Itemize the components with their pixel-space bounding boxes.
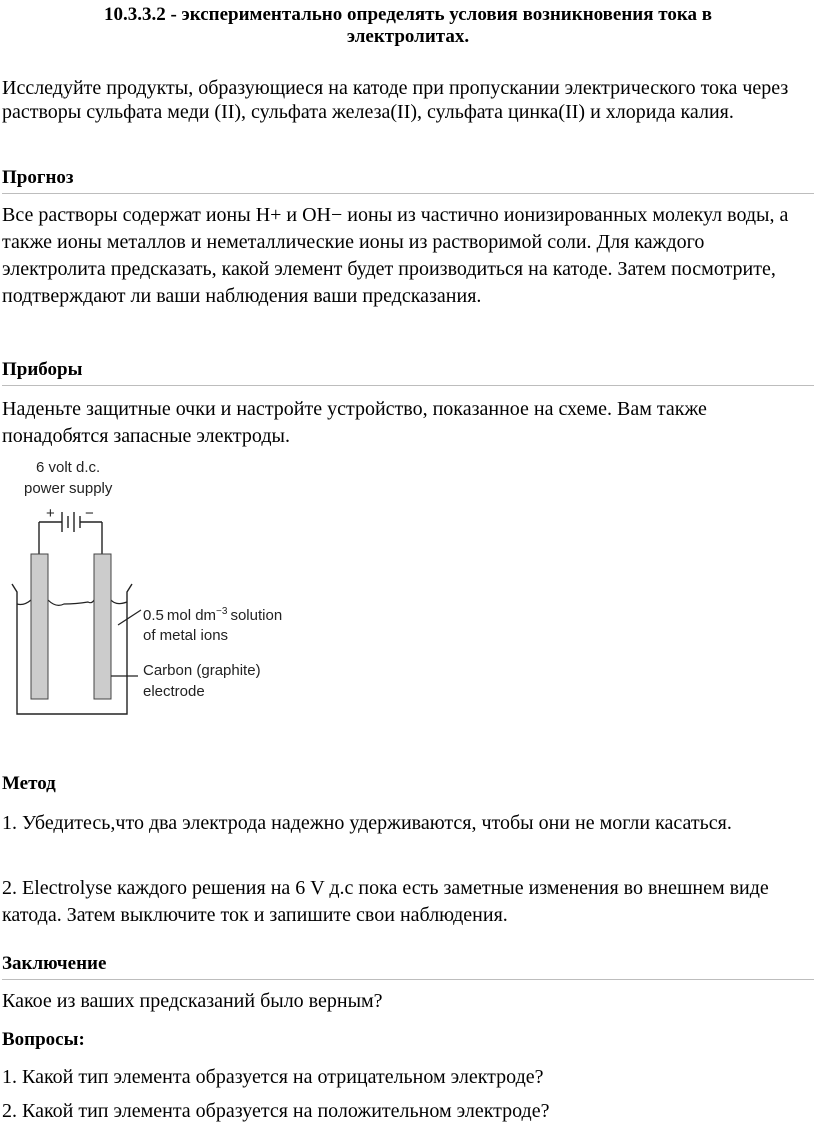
plus-sign: + <box>46 505 55 522</box>
conclusion-heading: Заключение <box>2 952 814 980</box>
method-step-1: 1. Убедитесь,что два электрода надежно удерживаются, чтобы они не могли касаться. <box>2 812 732 834</box>
minus-sign: − <box>85 505 94 522</box>
method-heading: Метод <box>2 773 56 794</box>
title-line-1: 10.3.3.2 - экспериментально определять условия возникновения тока в <box>103 4 713 25</box>
title-line-2: электролитах. <box>346 26 470 47</box>
electrode-label-line-1: Carbon (graphite) <box>143 662 261 679</box>
forecast-heading: Прогноз <box>2 166 814 194</box>
solution-exponent: −3 <box>216 606 228 617</box>
solution-label-line-2: of metal ions <box>143 627 229 644</box>
document-title <box>0 4 816 48</box>
electrolysis-diagram-svg <box>0 452 320 722</box>
solution-word: solution <box>230 607 283 624</box>
electrode-label-line-2: electrode <box>143 683 205 700</box>
apparatus-text: Наденьте защитные очки и настройте устройство, показанное на схеме. Вам также понадобятся запасные электроды. <box>2 398 707 447</box>
question-2: 2. Какой тип элемента образуется на положительном электроде? <box>2 1100 550 1122</box>
apparatus-heading: Приборы <box>2 358 814 386</box>
intro-paragraph: Исследуйте продукты, образующиеся на катоде при пропускании электрического тока через растворы сульфата меди (II), сульфата железа(II), сульфата цинка(II) и хлорида калия. <box>2 77 789 123</box>
electrolysis-diagram <box>0 452 320 722</box>
question-1: 1. Какой тип элемента образуется на отрицательном электроде? <box>2 1066 544 1088</box>
solution-unit: mol dm <box>166 607 217 624</box>
solution-label-line-1 <box>143 606 282 624</box>
supply-label-line-1: 6 volt d.c. <box>36 459 101 476</box>
solution-pointer <box>118 610 141 625</box>
supply-label-line-2: power supply <box>24 480 113 497</box>
left-electrode <box>31 554 48 699</box>
solution-concentration: 0.5 <box>143 607 164 624</box>
questions-heading: Вопросы: <box>2 1029 85 1050</box>
right-electrode <box>94 554 111 699</box>
method-step-2: 2. Electrolyse каждого решения на 6 V д.с пока есть заметные изменения во внешнем виде катода. Затем выключите ток и запишите свои наблюдения. <box>2 877 769 926</box>
forecast-text: Все растворы содержат ионы H+ и OH− ионы из частично ионизированных молекул воды, а также ионы металлов и неметаллические ионы из растворимой соли. Для каждого электролита предсказать, какой элемент будет производиться на катоде. Затем посмотрите, подтверждают ли ваши наблюдения ваши предсказания. <box>2 204 789 307</box>
conclusion-text: Какое из ваших предсказаний было верным? <box>2 990 383 1012</box>
